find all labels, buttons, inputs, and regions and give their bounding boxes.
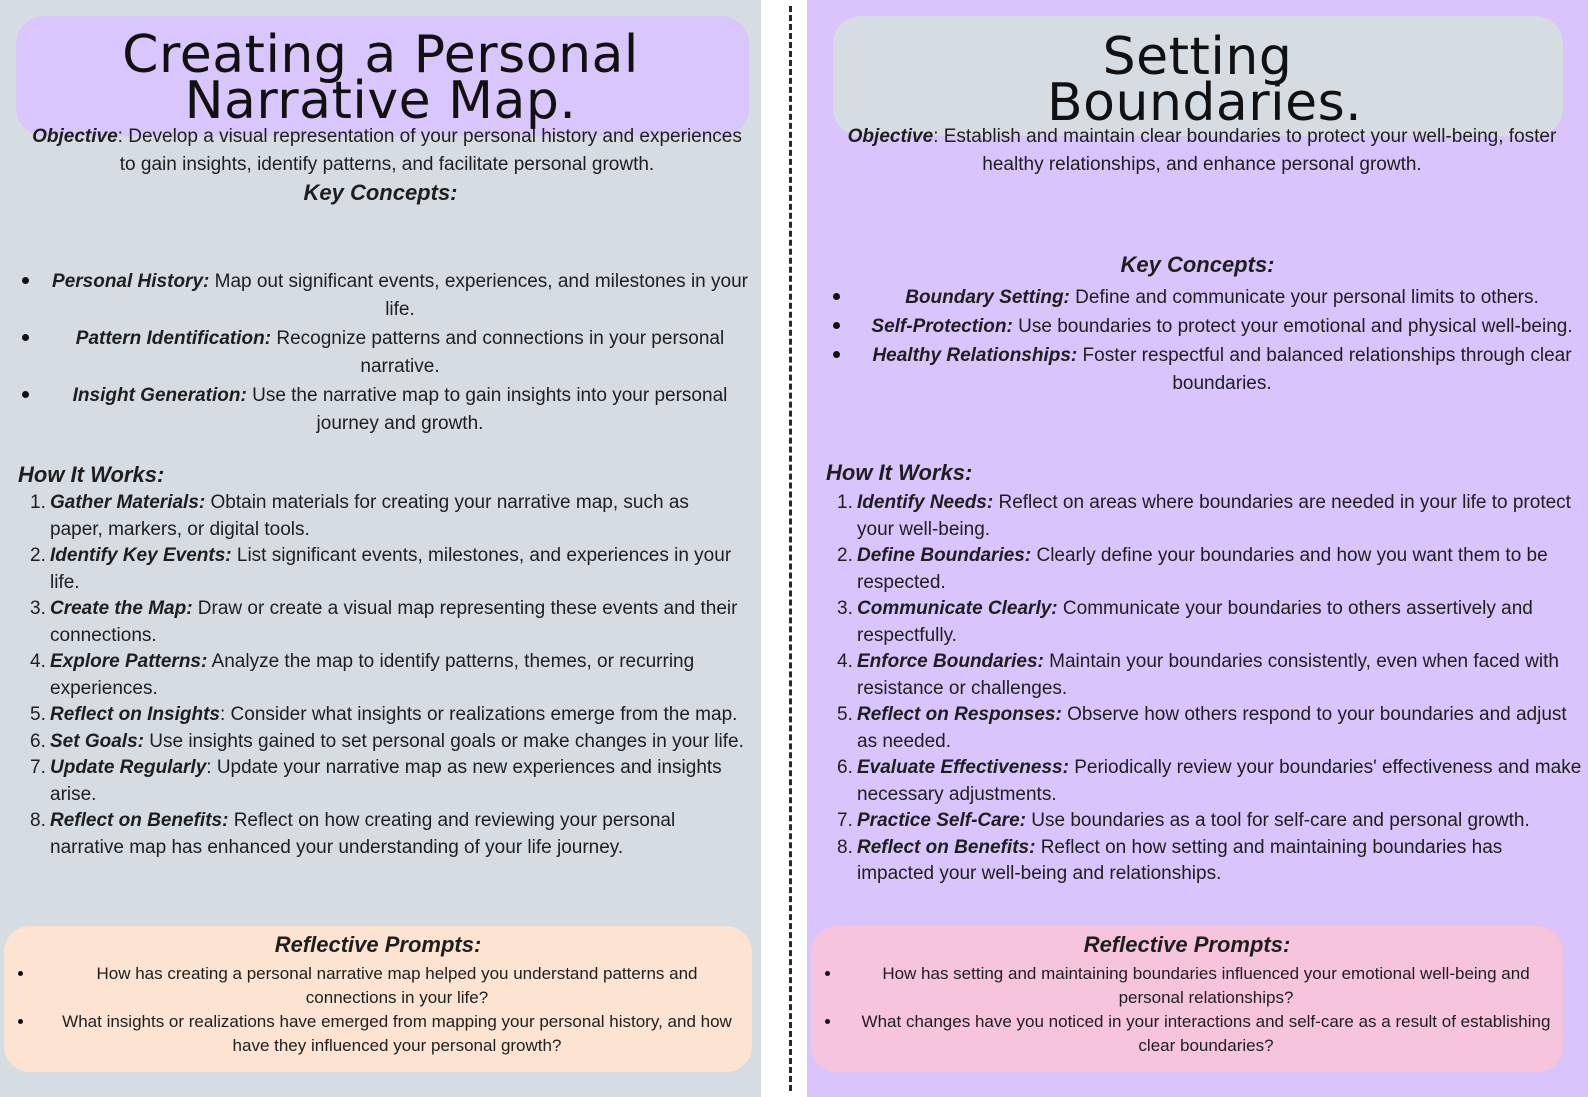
page-title: Setting Boundaries. — [1047, 27, 1363, 133]
objective — [22, 123, 752, 179]
step-term: Gather Materials: — [50, 492, 206, 513]
step-item — [837, 808, 1582, 835]
key-concepts-heading: Key Concepts: — [303, 180, 458, 205]
bullet-icon — [825, 971, 830, 976]
steps-list — [837, 490, 1582, 888]
step-number: 3. — [837, 598, 853, 619]
step-term: Reflect on Responses: — [857, 704, 1062, 725]
steps-list — [30, 490, 745, 861]
prompt-item — [811, 1010, 1563, 1058]
step-text: Use boundaries as a tool for self-care and personal growth. — [1025, 810, 1530, 831]
page-title: Creating a Personal Narrative Map. — [122, 25, 639, 131]
step-text: Clearly define your boundaries and how you want them to be respected. — [857, 545, 1548, 593]
key-concept-text: Define and communicate your personal limits to others. — [1069, 287, 1539, 308]
step-text: Reflect on how setting and maintaining boundaries has impacted your well-being and relationships. — [857, 836, 1503, 884]
step-term: Evaluate Effectiveness: — [857, 757, 1069, 778]
prompt-text: How has creating a personal narrative map helped you understand patterns and connections in your life? — [96, 964, 698, 1007]
step-term: Communicate Clearly: — [857, 598, 1058, 619]
key-concept-item — [18, 325, 748, 381]
key-concept-term: Self-Protection: — [871, 316, 1013, 337]
step-text: Maintain your boundaries consistently, even when faced with resistance or challenges. — [857, 651, 1559, 699]
step-number: 5. — [30, 704, 46, 725]
step-number: 1. — [837, 492, 853, 513]
step-item — [30, 543, 745, 596]
reflective-prompts-box — [4, 926, 752, 1072]
step-item — [837, 490, 1582, 543]
step-item — [837, 835, 1582, 888]
how-it-works-heading: How It Works: — [18, 462, 165, 487]
step-text: Observe how others respond to your boundaries and adjust as needed. — [857, 704, 1567, 752]
key-concept-item — [829, 342, 1581, 398]
step-item — [30, 596, 745, 649]
step-number: 4. — [30, 651, 46, 672]
bullet-icon — [833, 351, 840, 358]
step-term: Identify Key Events: — [50, 545, 232, 566]
step-item — [30, 808, 745, 861]
step-text: Reflect on how creating and reviewing your personal narrative map has enhanced your understanding of your life journey. — [50, 810, 676, 858]
key-concepts-heading: Key Concepts: — [1120, 252, 1275, 277]
boundaries-panel — [807, 0, 1588, 1097]
dashed-divider — [789, 6, 792, 1091]
step-number: 3. — [30, 598, 46, 619]
step-term: Reflect on Benefits: — [857, 836, 1036, 858]
key-concept-text: Use boundaries to protect your emotional and physical well-being. — [1012, 316, 1573, 337]
prompt-item — [4, 962, 752, 1010]
step-text: Periodically review your boundaries' effectiveness and make necessary adjustments. — [857, 757, 1582, 805]
key-concepts-list — [18, 268, 748, 439]
objective-text: : Establish and maintain clear boundaries to protect your well-being, foster healthy relationships, and enhance personal growth. — [933, 126, 1557, 175]
key-concept-term: Boundary Setting: — [905, 287, 1070, 308]
step-text: Draw or create a visual map representing these events and their connections. — [50, 598, 738, 646]
reflective-prompts-heading: Reflective Prompts: — [274, 932, 482, 957]
step-item — [30, 702, 745, 729]
step-term: Enforce Boundaries: — [857, 651, 1044, 672]
step-text: Reflect on areas where boundaries are needed in your life to protect your well-being. — [857, 492, 1571, 540]
step-item — [837, 702, 1582, 755]
key-concept-item — [829, 284, 1581, 312]
step-item — [837, 649, 1582, 702]
reflective-prompts-box — [811, 926, 1563, 1072]
step-text: : Consider what insights or realizations emerge from the map. — [219, 704, 738, 725]
step-term: Set Goals: — [50, 730, 144, 752]
objective — [827, 123, 1577, 179]
step-term: Identify Needs: — [857, 492, 994, 513]
prompt-text: How has setting and maintaining boundaries influenced your emotional well-being and personal relationships? — [882, 964, 1530, 1007]
step-term: Reflect on Insights — [50, 704, 220, 725]
prompt-item — [811, 962, 1563, 1010]
bullet-icon — [22, 334, 29, 341]
step-number: 4. — [837, 651, 853, 672]
step-number: 6. — [30, 730, 46, 752]
objective-label: Objective — [847, 126, 934, 147]
key-concept-term: Healthy Relationships: — [872, 345, 1078, 366]
bullet-icon — [18, 971, 23, 976]
key-concept-text: Use the narrative map to gain insights into your personal journey and growth. — [246, 385, 728, 434]
step-number: 1. — [30, 492, 46, 513]
step-number: 6. — [837, 757, 853, 778]
objective-text: : Develop a visual representation of your personal history and experiences to gain insights, identify patterns, and facilitate personal growth. — [117, 126, 742, 175]
step-text: Obtain materials for creating your narrative map, such as paper, markers, or digital tools. — [50, 492, 689, 540]
step-number: 2. — [837, 545, 853, 566]
step-term: Update Regularly — [50, 757, 207, 778]
step-number: 2. — [30, 545, 46, 566]
key-concept-text: Recognize patterns and connections in your personal narrative. — [271, 328, 725, 377]
key-concept-item — [18, 382, 748, 438]
reflective-prompts-list — [811, 962, 1563, 1058]
bullet-icon — [833, 293, 840, 300]
step-term: Define Boundaries: — [857, 545, 1032, 566]
bullet-icon — [833, 322, 840, 329]
key-concept-term: Pattern Identification: — [75, 328, 272, 349]
prompt-text: What insights or realizations have emerged from mapping your personal history, and how have they influenced your personal growth? — [62, 1012, 732, 1055]
step-item — [837, 543, 1582, 596]
step-number: 8. — [30, 810, 46, 831]
step-text: Communicate your boundaries to others assertively and respectfully. — [857, 598, 1533, 646]
key-concept-item — [829, 313, 1581, 341]
step-text: Analyze the map to identify patterns, themes, or recurring experiences. — [50, 651, 695, 699]
bullet-icon — [18, 1019, 23, 1024]
how-it-works-heading: How It Works: — [826, 460, 973, 485]
step-text: : Update your narrative map as new experiences and insights arise. — [50, 757, 722, 805]
prompt-item — [4, 1010, 752, 1058]
bullet-icon — [22, 391, 29, 398]
key-concept-term: Personal History: — [52, 271, 210, 292]
step-number: 7. — [837, 810, 853, 831]
prompt-text: What changes have you noticed in your interactions and self-care as a result of establishing clear boundaries? — [861, 1012, 1551, 1055]
reflective-prompts-heading: Reflective Prompts: — [1083, 932, 1291, 957]
step-number: 7. — [30, 757, 46, 778]
step-term: Explore Patterns: — [50, 651, 208, 672]
step-number: 8. — [837, 836, 853, 858]
step-number: 5. — [837, 704, 853, 725]
key-concepts-list — [829, 284, 1581, 399]
step-item — [30, 649, 745, 702]
narrative-map-panel — [0, 0, 761, 1097]
step-term: Reflect on Benefits: — [50, 810, 229, 831]
key-concept-term: Insight Generation: — [72, 385, 247, 406]
key-concept-text: Foster respectful and balanced relationships through clear boundaries. — [1077, 345, 1572, 394]
bullet-icon — [825, 1019, 830, 1024]
key-concept-item — [18, 268, 748, 324]
reflective-prompts-list — [4, 962, 752, 1058]
step-item — [30, 490, 745, 543]
objective-label: Objective — [32, 126, 118, 147]
bullet-icon — [22, 277, 29, 284]
step-text: Use insights gained to set personal goals or make changes in your life. — [143, 730, 744, 752]
step-term: Create the Map: — [50, 598, 193, 619]
step-item — [837, 596, 1582, 649]
step-item — [837, 755, 1582, 808]
step-item — [30, 729, 745, 756]
step-term: Practice Self-Care: — [857, 810, 1026, 831]
step-text: List significant events, milestones, and experiences in your life. — [50, 545, 732, 593]
step-item — [30, 755, 745, 808]
key-concept-text: Map out significant events, experiences, and milestones in your life. — [209, 271, 748, 320]
